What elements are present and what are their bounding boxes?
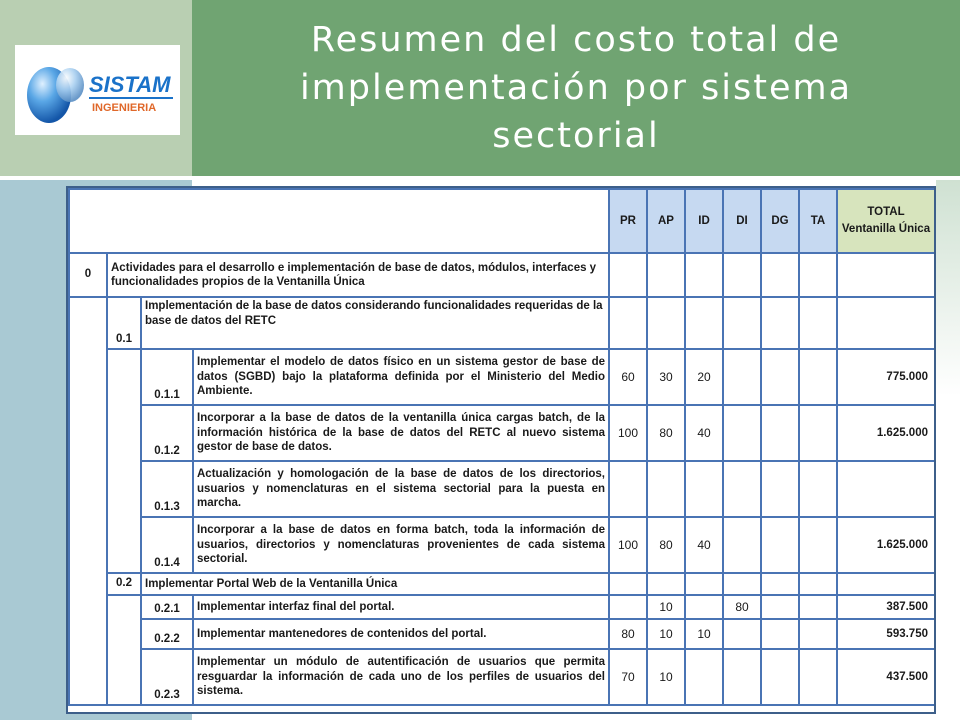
cell-total: 593.750 bbox=[837, 619, 935, 649]
divider bbox=[0, 176, 960, 180]
logo-tagline: INGENIERIA bbox=[92, 102, 157, 114]
row-description: Implementar un módulo de autentificación de usuarios que permita resguardar la información de cada uno de los perfiles de usuarios del sistema. bbox=[193, 649, 609, 705]
cell-ta bbox=[799, 253, 837, 297]
cell-dg bbox=[761, 619, 799, 649]
row-code: 0.1 bbox=[107, 297, 141, 349]
logo-brand: SISTAM bbox=[89, 72, 171, 97]
logo-graphic bbox=[15, 45, 180, 135]
cell-id bbox=[685, 297, 723, 349]
cell-di bbox=[723, 619, 761, 649]
row-code: 0.1.1 bbox=[141, 349, 193, 405]
cell-dg bbox=[761, 517, 799, 573]
slide-title: Resumen del costo total de implementación por sistema sectorial bbox=[299, 20, 853, 156]
row-description: Actividades para el desarrollo e implementación de base de datos, módulos, interfaces y funcionalidades propios de la Ventanilla Única bbox=[107, 253, 609, 297]
cell-ta bbox=[799, 461, 837, 517]
cell-dg bbox=[761, 253, 799, 297]
table-row bbox=[69, 297, 935, 349]
row-code: 0.2.2 bbox=[141, 619, 193, 649]
cell-pr bbox=[609, 461, 647, 517]
row-code: 0.1.2 bbox=[141, 405, 193, 461]
cell-dg bbox=[761, 573, 799, 595]
cost-table-container bbox=[66, 186, 936, 714]
cell-pr bbox=[609, 297, 647, 349]
cell-dg bbox=[761, 297, 799, 349]
cell-total bbox=[837, 297, 935, 349]
row-description: Actualización y homologación de la base de datos de los directorios, usuarios y nomenclaturas en el sistema sectorial para la puesta en marcha. bbox=[193, 461, 609, 517]
cell-pr: 70 bbox=[609, 649, 647, 705]
cell-pr bbox=[609, 253, 647, 297]
header-id: ID bbox=[685, 189, 723, 253]
cell-total bbox=[837, 461, 935, 517]
cell-dg bbox=[761, 349, 799, 405]
table-row bbox=[69, 517, 935, 573]
row-description: Implementar Portal Web de la Ventanilla Única bbox=[141, 573, 609, 595]
cell-pr: 100 bbox=[609, 517, 647, 573]
table-row bbox=[69, 649, 935, 705]
cell-di bbox=[723, 405, 761, 461]
cell-total: 775.000 bbox=[837, 349, 935, 405]
cell-ap: 80 bbox=[647, 517, 685, 573]
cell-di: 80 bbox=[723, 595, 761, 619]
cell-id bbox=[685, 253, 723, 297]
table-row bbox=[69, 573, 935, 595]
cell-id: 10 bbox=[685, 619, 723, 649]
cell-pr bbox=[609, 573, 647, 595]
row-code: 0.1.4 bbox=[141, 517, 193, 573]
cell-dg bbox=[761, 649, 799, 705]
cell-di bbox=[723, 649, 761, 705]
cell-id bbox=[685, 595, 723, 619]
row-description: Incorporar a la base de datos en forma batch, toda la información de usuarios, directorios y nomenclaturas provenientes de cada sistema sectorial. bbox=[193, 517, 609, 573]
cell-id: 40 bbox=[685, 517, 723, 573]
cell-ta bbox=[799, 595, 837, 619]
cell-ta bbox=[799, 405, 837, 461]
cell-ap: 30 bbox=[647, 349, 685, 405]
cell-dg bbox=[761, 405, 799, 461]
table-row bbox=[69, 405, 935, 461]
company-logo bbox=[15, 45, 180, 135]
cell-total: 1.625.000 bbox=[837, 517, 935, 573]
cell-id: 20 bbox=[685, 349, 723, 405]
table-row bbox=[69, 349, 935, 405]
cell-id: 40 bbox=[685, 405, 723, 461]
cell-ap bbox=[647, 297, 685, 349]
cell-ta bbox=[799, 573, 837, 595]
cost-table bbox=[68, 188, 936, 706]
row-code: 0.2.3 bbox=[141, 649, 193, 705]
cell-id bbox=[685, 649, 723, 705]
row-description: Implementar interfaz final del portal. bbox=[193, 595, 609, 619]
table-row bbox=[69, 619, 935, 649]
cell-total bbox=[837, 573, 935, 595]
cell-di bbox=[723, 253, 761, 297]
cell-id bbox=[685, 573, 723, 595]
cell-ta bbox=[799, 619, 837, 649]
header-blank bbox=[69, 189, 609, 253]
header-total: TOTAL Ventanilla Única bbox=[837, 189, 935, 253]
cell-ta bbox=[799, 649, 837, 705]
cell-pr: 100 bbox=[609, 405, 647, 461]
indent-cell bbox=[107, 595, 141, 705]
cell-total: 387.500 bbox=[837, 595, 935, 619]
cell-total bbox=[837, 253, 935, 297]
cell-id bbox=[685, 461, 723, 517]
table-row bbox=[69, 595, 935, 619]
cell-di bbox=[723, 297, 761, 349]
table-row bbox=[69, 253, 935, 297]
table-row bbox=[69, 461, 935, 517]
cell-dg bbox=[761, 461, 799, 517]
row-code: 0.1.3 bbox=[141, 461, 193, 517]
indent-cell bbox=[107, 349, 141, 573]
cell-pr bbox=[609, 595, 647, 619]
title-bar bbox=[192, 0, 960, 176]
header-ta: TA bbox=[799, 189, 837, 253]
cell-ap: 10 bbox=[647, 649, 685, 705]
cell-dg bbox=[761, 595, 799, 619]
cell-pr: 80 bbox=[609, 619, 647, 649]
cell-di bbox=[723, 461, 761, 517]
cell-ap bbox=[647, 573, 685, 595]
cell-total: 437.500 bbox=[837, 649, 935, 705]
indent-cell bbox=[69, 297, 107, 705]
row-description: Implementar mantenedores de contenidos del portal. bbox=[193, 619, 609, 649]
cell-ta bbox=[799, 297, 837, 349]
row-code: 0 bbox=[69, 253, 107, 297]
header-dg: DG bbox=[761, 189, 799, 253]
cell-ta bbox=[799, 517, 837, 573]
right-accent bbox=[936, 180, 960, 720]
cell-ap bbox=[647, 461, 685, 517]
header-ap: AP bbox=[647, 189, 685, 253]
cell-ap: 80 bbox=[647, 405, 685, 461]
cell-ta bbox=[799, 349, 837, 405]
cell-ap: 10 bbox=[647, 619, 685, 649]
row-code: 0.2 bbox=[107, 573, 141, 595]
row-description: Implementar el modelo de datos físico en un sistema gestor de base de datos (SGBD) bajo la plataforma definida por el Ministerio del Medio Ambiente. bbox=[193, 349, 609, 405]
cell-ap: 10 bbox=[647, 595, 685, 619]
cell-total: 1.625.000 bbox=[837, 405, 935, 461]
cell-pr: 60 bbox=[609, 349, 647, 405]
row-description: Incorporar a la base de datos de la ventanilla única cargas batch, de la información histórica de la base de datos del RETC al nuevo sistema gestor de base de datos. bbox=[193, 405, 609, 461]
row-code: 0.2.1 bbox=[141, 595, 193, 619]
cell-di bbox=[723, 573, 761, 595]
cell-di bbox=[723, 349, 761, 405]
header-di: DI bbox=[723, 189, 761, 253]
cell-ap bbox=[647, 253, 685, 297]
row-description: Implementación de la base de datos considerando funcionalidades requeridas de la base de datos del RETC bbox=[141, 297, 609, 349]
header-row bbox=[69, 189, 935, 253]
cell-di bbox=[723, 517, 761, 573]
header-pr: PR bbox=[609, 189, 647, 253]
